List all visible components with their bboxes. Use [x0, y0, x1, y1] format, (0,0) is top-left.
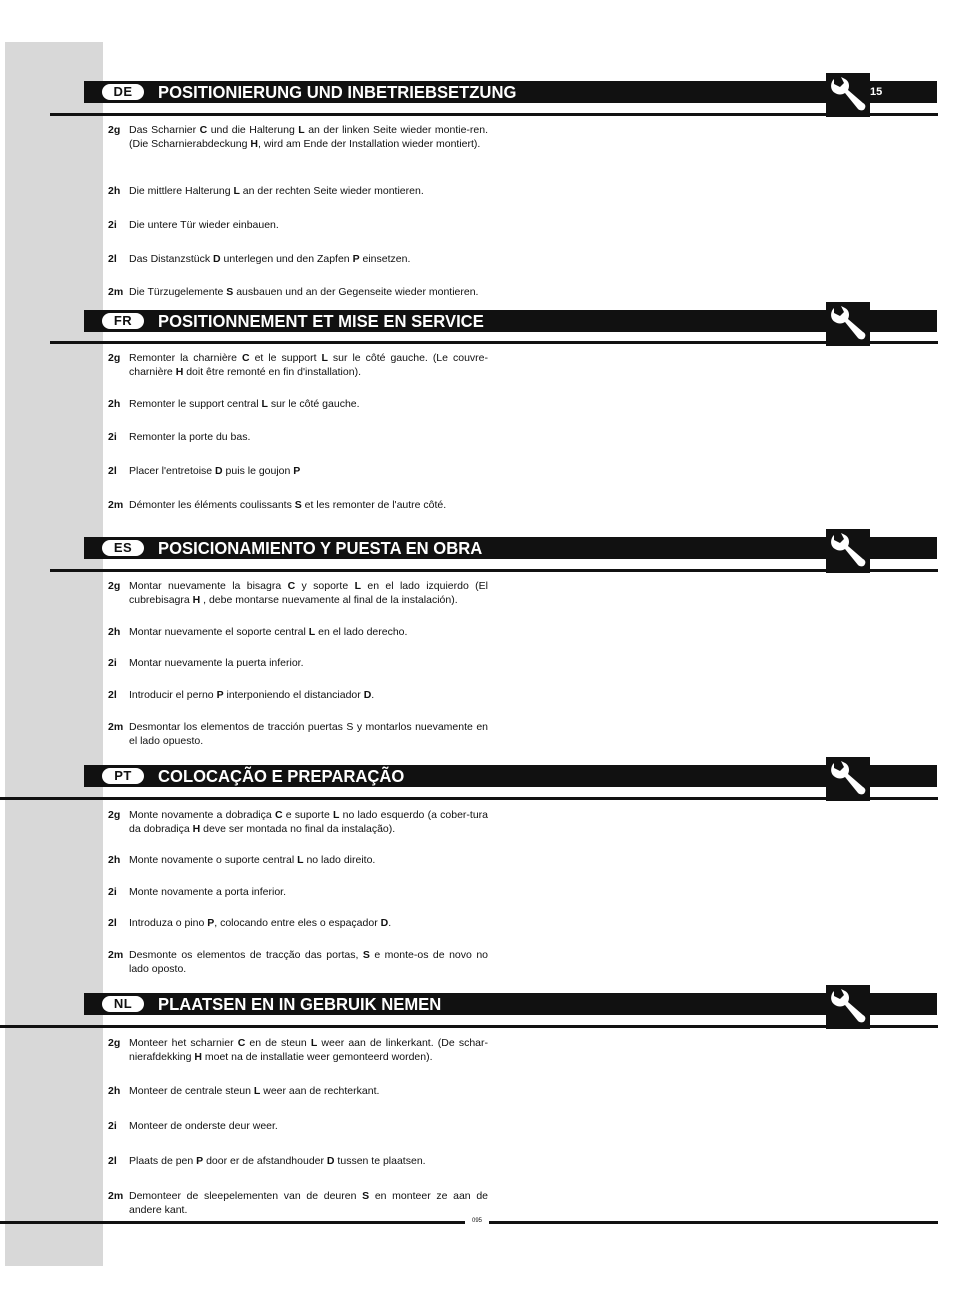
- language-badge-pt: PT: [102, 768, 144, 784]
- step-text: Montar nuevamente la puerta inferior.: [129, 657, 304, 669]
- wrench-icon: [828, 304, 868, 344]
- step-text: Plaats de pen P door er de afstandhouder D tussen te plaatsen.: [129, 1155, 426, 1167]
- step-number: 2m: [108, 286, 124, 298]
- step-text: Die mittlere Halterung L an der rechten Seite wieder montieren.: [129, 185, 424, 197]
- section-divider-pt: [0, 797, 938, 800]
- step-text: Remonter la porte du bas.: [129, 431, 251, 443]
- instruction-step-fr-2m: [108, 499, 488, 513]
- step-number: 2g: [108, 124, 121, 136]
- step-text: Démonter les éléments coulissants S et les remonter de l'autre côté.: [129, 499, 447, 511]
- step-text: Monteer de centrale steun L weer aan de rechterkant.: [129, 1085, 380, 1097]
- step-text: Monte novamente o suporte central L no lado direito.: [129, 854, 376, 866]
- instruction-step-pt-2g: [108, 809, 488, 836]
- wrench-icon: [828, 75, 868, 115]
- section-header-es: [84, 537, 937, 559]
- step-text: Demonteer de sleepelementen van de deuren S en monteer ze aan de andere kant.: [129, 1190, 489, 1216]
- step-number: 2l: [108, 689, 117, 701]
- language-badge-fr: FR: [102, 313, 144, 329]
- section-title-nl: PLAATSEN EN IN GEBRUIK NEMEN: [158, 994, 442, 1014]
- wrench-icon-box-pt: [826, 757, 870, 801]
- step-number: 2m: [108, 721, 124, 733]
- wrench-icon: [828, 987, 868, 1027]
- step-text: Introducir el perno P interponiendo el distanciador D.: [129, 689, 375, 701]
- step-text: Die Türzugelemente S ausbauen und an der Gegenseite wieder montieren.: [129, 286, 479, 298]
- instruction-step-fr-2l: [108, 465, 488, 479]
- instruction-step-pt-2h: [108, 854, 488, 868]
- step-text: Monteer het scharnier C en de steun L weer aan de linkerkant. (De schar-nierafdekking H moet na de installatie weer gemonteerd worden).: [129, 1037, 488, 1063]
- footer-rule-right: [489, 1221, 938, 1224]
- wrench-icon-box-fr: [826, 302, 870, 346]
- instruction-step-nl-2i: [108, 1120, 488, 1134]
- step-number: 2i: [108, 886, 117, 898]
- step-number: 2h: [108, 1085, 121, 1097]
- section-divider-es: [50, 569, 938, 572]
- step-text: Remonter la charnière C et le support L sur le côté gauche. (Le couvre-charnière H doit être remonté en fin d'installation).: [129, 352, 488, 378]
- step-number: 2h: [108, 185, 121, 197]
- step-number: 2m: [108, 499, 124, 511]
- section-divider-fr: [50, 341, 938, 344]
- section-header-de: [84, 81, 937, 103]
- step-number: 2l: [108, 465, 117, 477]
- wrench-icon: [828, 759, 868, 799]
- step-number: 2g: [108, 580, 121, 592]
- section-header-fr: [84, 310, 937, 332]
- step-number: 2l: [108, 917, 117, 929]
- step-number: 2g: [108, 352, 121, 364]
- language-badge-es: ES: [102, 540, 144, 556]
- instruction-step-de-2l: [108, 253, 488, 267]
- instruction-step-nl-2m: [108, 1190, 488, 1217]
- instruction-step-pt-2i: [108, 886, 488, 900]
- instruction-step-es-2i: [108, 657, 488, 671]
- step-number: 2i: [108, 1120, 117, 1132]
- step-number: 2i: [108, 219, 117, 231]
- page-number: 15: [870, 86, 883, 98]
- step-text: Monte novamente a dobradiça C e suporte L no lado esquerdo (a cober-tura da dobradiça H deve ser montada no final da instalação).: [129, 809, 489, 835]
- instruction-step-de-2h: [108, 185, 488, 199]
- step-number: 2g: [108, 809, 121, 821]
- step-number: 2i: [108, 431, 117, 443]
- instruction-step-pt-2m: [108, 949, 488, 976]
- step-text: Monte novamente a porta inferior.: [129, 886, 287, 898]
- instruction-step-pt-2l: [108, 917, 488, 931]
- step-text: Placer l'entretoise D puis le goujon P: [129, 465, 301, 477]
- instruction-step-fr-2g: [108, 352, 488, 379]
- step-text: Introduza o pino P, colocando entre eles o espaçador D.: [129, 917, 392, 929]
- wrench-icon-box-es: [826, 529, 870, 573]
- step-number: 2h: [108, 626, 121, 638]
- section-title-de: POSITIONIERUNG UND INBETRIEBSETZUNG: [158, 82, 517, 102]
- instruction-step-es-2h: [108, 626, 488, 640]
- step-text: Desmonte os elementos de tracção das portas, S e monte-os de novo no lado oposto.: [129, 949, 489, 975]
- step-text: Die untere Tür wieder einbauen.: [129, 219, 279, 231]
- step-number: 2m: [108, 949, 124, 961]
- instruction-step-es-2m: [108, 721, 488, 748]
- instruction-step-nl-2g: [108, 1037, 488, 1064]
- instruction-step-nl-2l: [108, 1155, 488, 1169]
- instruction-step-de-2i: [108, 219, 488, 233]
- step-number: 2g: [108, 1037, 121, 1049]
- step-text: Remonter le support central L sur le côté gauche.: [129, 398, 360, 410]
- step-text: Monteer de onderste deur weer.: [129, 1120, 278, 1132]
- instruction-step-de-2g: [108, 124, 488, 151]
- step-number: 2h: [108, 854, 121, 866]
- step-text: Das Scharnier C und die Halterung L an der linken Seite wieder montie-ren. (Die Scharnierabdeckung H, wird am Ende der Installation wieder montiert).: [129, 124, 488, 150]
- section-divider-de: [50, 113, 938, 116]
- step-number: 2m: [108, 1190, 124, 1202]
- step-text: Desmontar los elementos de tracción puertas S y montarlos nuevamente en el lado opuesto.: [129, 721, 488, 747]
- language-badge-de: DE: [102, 84, 144, 100]
- instruction-step-de-2m: [108, 286, 488, 300]
- section-title-es: POSICIONAMIENTO Y PUESTA EN OBRA: [158, 538, 483, 558]
- instruction-step-fr-2h: [108, 398, 488, 412]
- section-title-fr: POSITIONNEMENT ET MISE EN SERVICE: [158, 311, 484, 331]
- instruction-step-nl-2h: [108, 1085, 488, 1099]
- step-number: 2i: [108, 657, 117, 669]
- instruction-step-es-2g: [108, 580, 488, 607]
- wrench-icon: [828, 531, 868, 571]
- instruction-step-fr-2i: [108, 431, 488, 445]
- section-header-pt: [84, 765, 937, 787]
- section-divider-nl: [0, 1025, 938, 1028]
- step-text: Montar nuevamente el soporte central L en el lado derecho.: [129, 626, 408, 638]
- step-text: Montar nuevamente la bisagra C y soporte L en el lado izquierdo (El cubrebisagra H , debe montarse nuevamente al final de la instalación).: [129, 580, 489, 606]
- language-badge-nl: NL: [102, 996, 144, 1012]
- step-text: Das Distanzstück D unterlegen und den Zapfen P einsetzen.: [129, 253, 411, 265]
- footer-rule-left: [0, 1221, 465, 1224]
- footer-code: 095: [471, 1218, 482, 1224]
- step-number: 2h: [108, 398, 121, 410]
- wrench-icon-box-nl: [826, 985, 870, 1029]
- section-header-nl: [84, 993, 937, 1015]
- step-number: 2l: [108, 253, 117, 265]
- side-margin-strip: [5, 42, 103, 1266]
- wrench-icon-box-de: [826, 73, 870, 117]
- section-title-pt: COLOCAÇÃO E PREPARAÇÃO: [158, 766, 405, 786]
- instruction-step-es-2l: [108, 689, 488, 703]
- step-number: 2l: [108, 1155, 117, 1167]
